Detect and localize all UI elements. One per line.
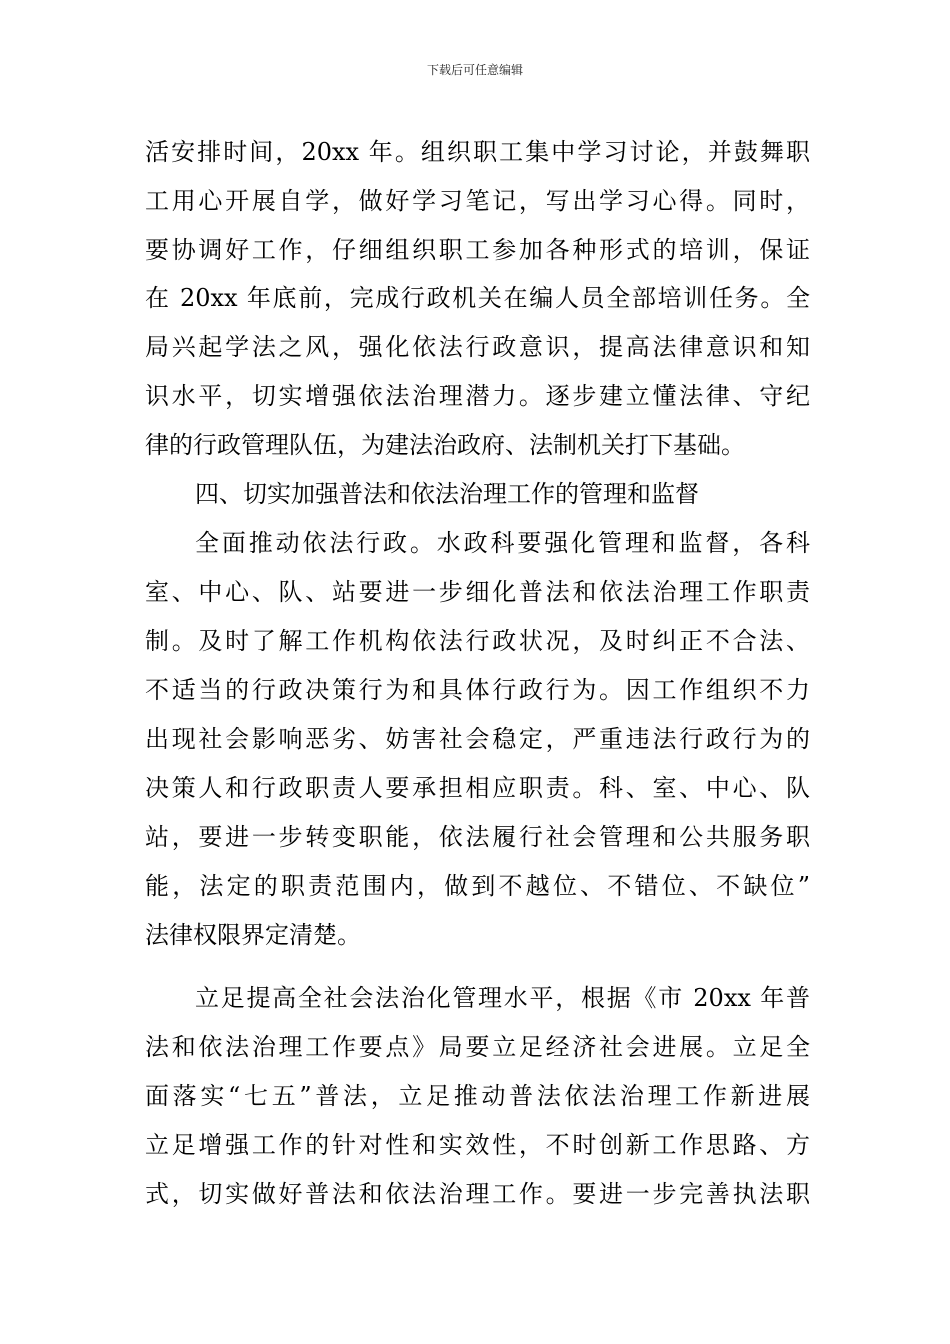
body-line-5: 局兴起学法之风，强化依法行政意识，提高法律意识和知: [145, 333, 810, 361]
body-line-12: 不适当的行政决策行为和具体行政行为。因工作组织不力: [145, 676, 810, 704]
body-line-16: 能，法定的职责范围内，做到不越位、不错位、不缺位”: [145, 872, 810, 900]
body-line-17: 法律权限界定清楚。: [145, 921, 361, 949]
body-line-7: 律的行政管理队伍，为建法治政府、法制机关打下基础。: [145, 431, 745, 459]
section-heading: 四、切实加强普法和依法治理工作的管理和监督: [195, 480, 699, 508]
body-line-11: 制。及时了解工作机构依法行政状况，及时纠正不合法、: [145, 627, 810, 655]
body-line-1: 活安排时间，20xx 年。组织职工集中学习讨论，并鼓舞职: [145, 138, 810, 166]
body-line-15: 站，要进一步转变职能，依法履行社会管理和公共服务职: [145, 823, 810, 851]
body-line-3: 要协调好工作，仔细组织职工参加各种形式的培训，保证: [145, 236, 810, 264]
body-line-6: 识水平，切实增强依法治理潜力。逐步建立懂法律、守纪: [145, 382, 810, 410]
body-line-13: 出现社会影响恶劣、妨害社会稳定，严重违法行政行为的: [145, 725, 810, 753]
body-line-9: 全面推动依法行政。水政科要强化管理和监督，各科: [195, 529, 810, 557]
body-line-22: 式，切实做好普法和依法治理工作。要进一步完善执法职: [145, 1180, 810, 1208]
page-header: 下载后可任意编辑: [426, 63, 523, 77]
body-line-14: 决策人和行政职责人要承担相应职责。科、室、中心、队: [145, 774, 810, 802]
body-line-19: 法和依法治理工作要点》局要立足经济社会进展。立足全: [145, 1033, 810, 1061]
body-line-10: 室、中心、队、站要进一步细化普法和依法治理工作职责: [145, 578, 810, 606]
body-line-21: 立足增强工作的针对性和实效性，不时创新工作思路、方: [145, 1131, 810, 1159]
body-line-20: 面落实“七五”普法，立足推动普法依法治理工作新进展: [145, 1082, 810, 1110]
body-line-18: 立足提高全社会法治化管理水平，根据《市 20xx 年普: [195, 984, 810, 1012]
body-line-4: 在 20xx 年底前，完成行政机关在编人员全部培训任务。全: [145, 284, 810, 312]
body-line-2: 工用心开展自学，做好学习笔记，写出学习心得。同时，: [145, 187, 810, 215]
